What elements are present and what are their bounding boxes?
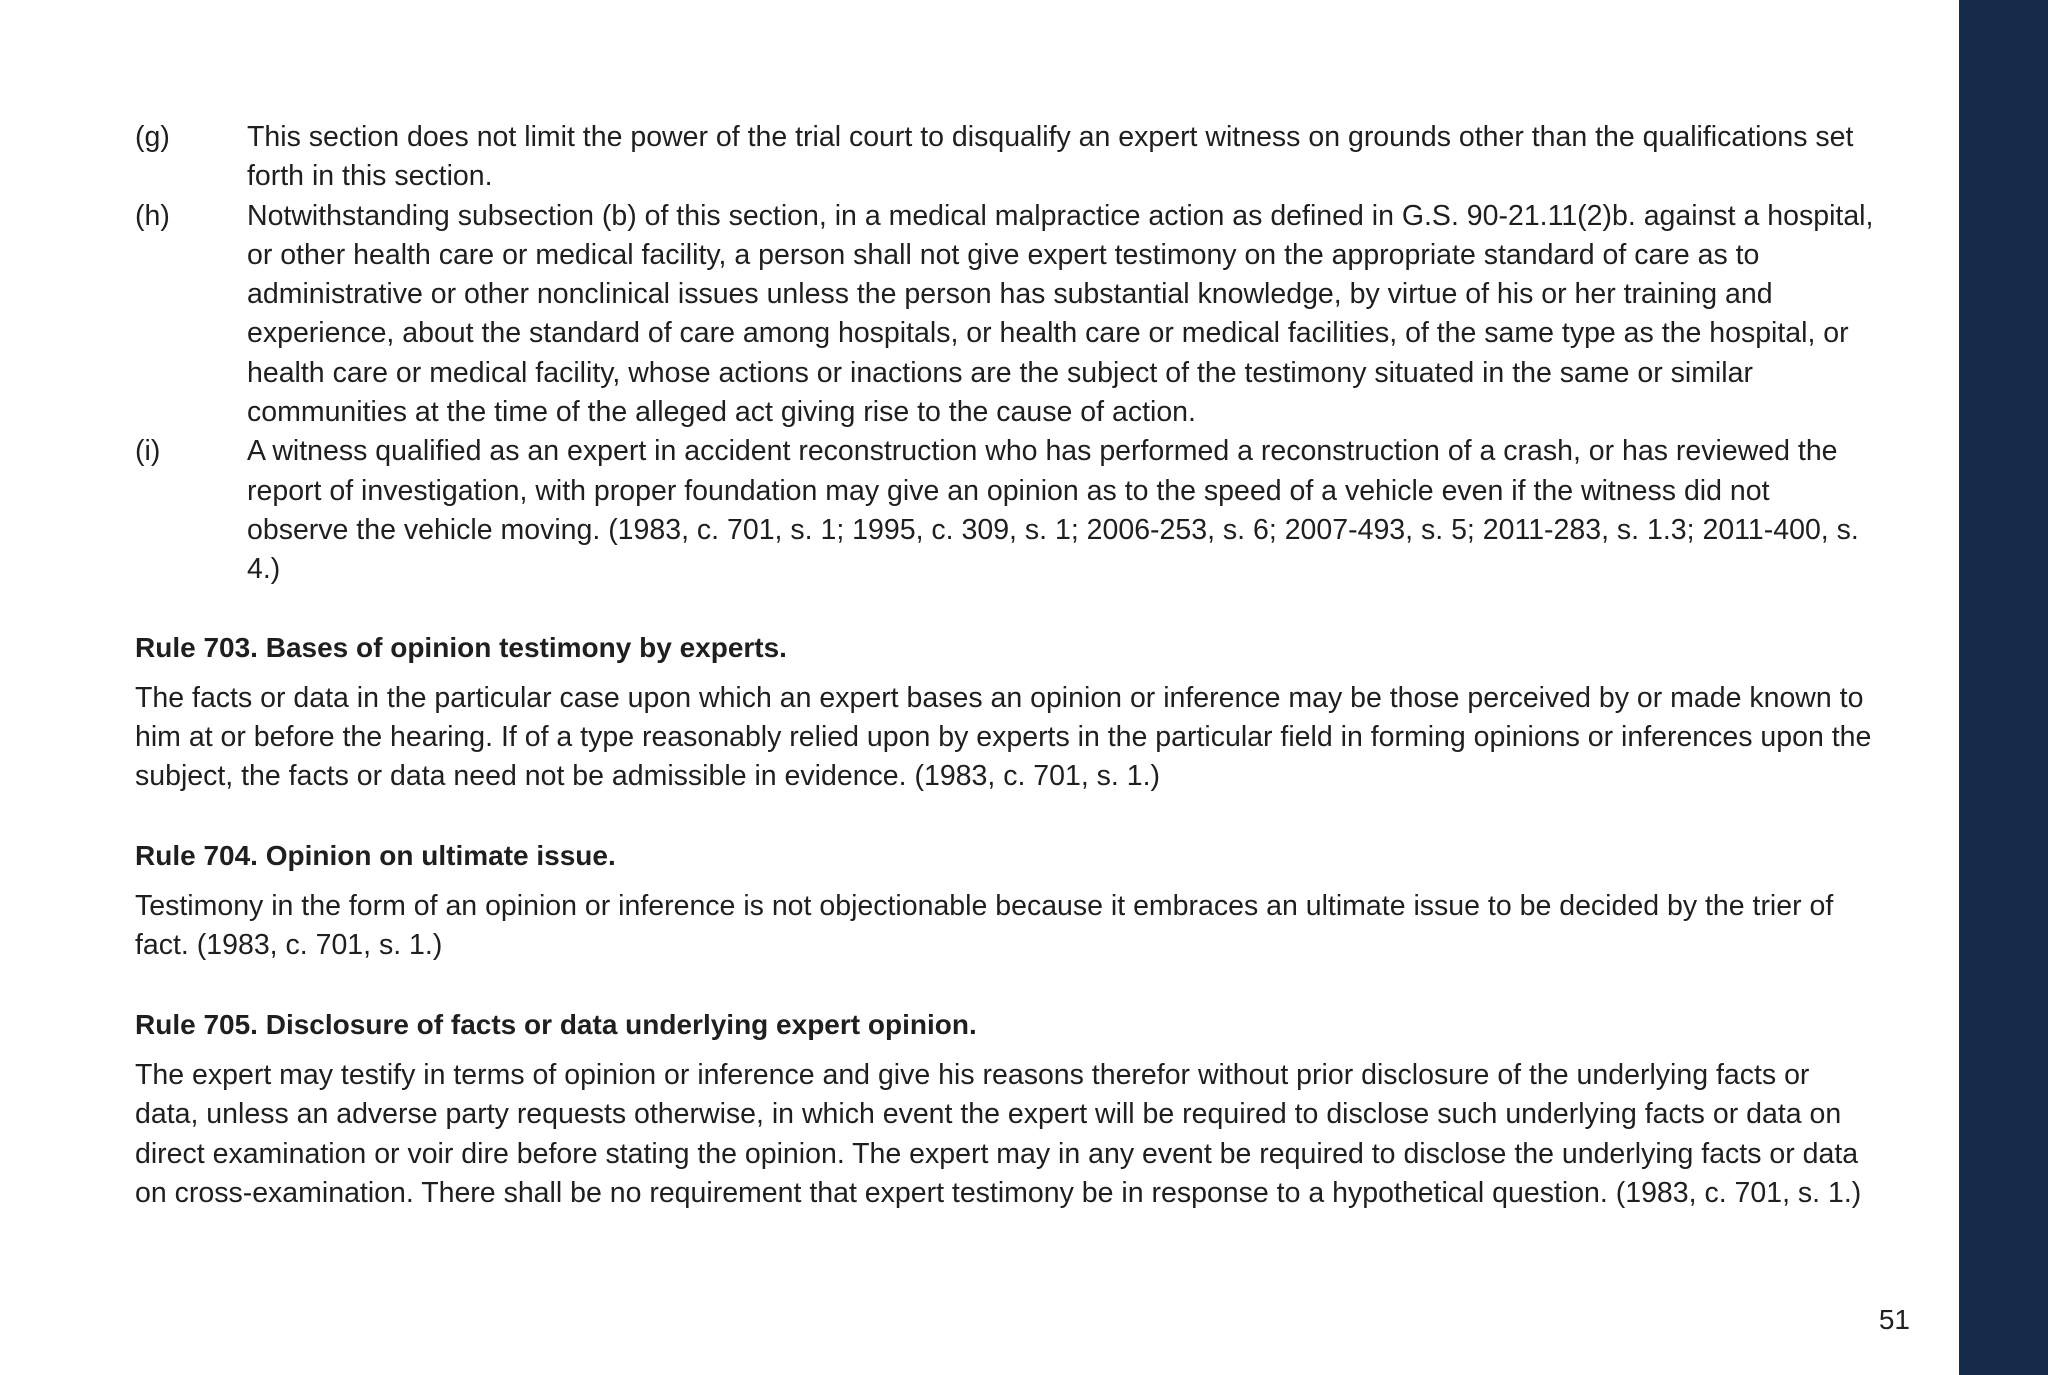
rule-704-heading: Rule 704. Opinion on ultimate issue. xyxy=(135,839,616,871)
subsection-label: (h) xyxy=(135,199,170,232)
subsection-i xyxy=(135,432,1875,589)
rule-704-body: Testimony in the form of an opinion or inference is not objectionable because it embraces an ultimate issue to be decided by the trier of fact. (1983, c. 701, s. 1.) xyxy=(135,890,1834,962)
subsection-h xyxy=(135,197,1875,433)
rule-705-body: The expert may testify in terms of opinion or inference and give his reasons therefor without prior disclosure of the underlying facts or data, unless an adverse party requests otherwise, in which event the expert will be required to disclose such underlying facts or data on direct examination or voir dire before stating the opinion. The expert may in any event be required to disclose the underlying facts or data on cross-examination. There shall be no requirement that expert testimony be in response to a hypothetical question. (1983, c. 701, s. 1.) xyxy=(135,1058,1862,1209)
subsection-text: This section does not limit the power of the trial court to disqualify an expert witness on grounds other than the qualifications set forth in this section. xyxy=(247,121,1854,193)
rule-705-heading: Rule 705. Disclosure of facts or data underlying expert opinion. xyxy=(135,1008,977,1040)
rule-703-body: The facts or data in the particular case upon which an expert bases an opinion or inference may be those perceived by or made known to him at or before the hearing. If of a type reasonably relied upon by experts in the particular field in forming opinions or inferences upon the subject, the facts or data need not be admissible in evidence. (1983, c. 701, s. 1.) xyxy=(135,681,1872,793)
subsection-label: (i) xyxy=(135,435,161,468)
subsection-text: Notwithstanding subsection (b) of this section, in a medical malpractice action as defined in G.S. 90-21.11(2)b. against a hospital, or other health care or medical facility, a person shall not give expert testimony on the appropriate standard of care as to administrative or other nonclinical issues unless the person has substantial knowledge, by virtue of his or her training and experience, about the standard of care among hospitals, or health care or medical facilities, of the same type as the hospital, or health care or medical facility, whose actions or inactions are the subject of the testimony situated in the same or similar communities at the time of the alleged act giving rise to the cause of action. xyxy=(247,199,1874,429)
subsection-label: (g) xyxy=(135,121,170,153)
sidebar-band xyxy=(1959,0,2048,1375)
page-number: 51 xyxy=(1878,1304,1910,1335)
rule-703-heading: Rule 703. Bases of opinion testimony by experts. xyxy=(135,631,787,663)
page-content xyxy=(135,118,1875,1213)
subsection-text: A witness qualified as an expert in accident reconstruction who has performed a reconstruction of a crash, or has reviewed the report of investigation, with proper foundation may give an opinion as to the speed of a vehicle even if the witness did not observe the vehicle moving. (1983, c. 701, s. 1; 1995, c. 309, s. 1; 2006-253, s. 6; 2007-493, s. 5; 2011-283, s. 1.3; 2011-400, s. 4.) xyxy=(247,435,1859,586)
subsection-g xyxy=(135,118,1875,197)
